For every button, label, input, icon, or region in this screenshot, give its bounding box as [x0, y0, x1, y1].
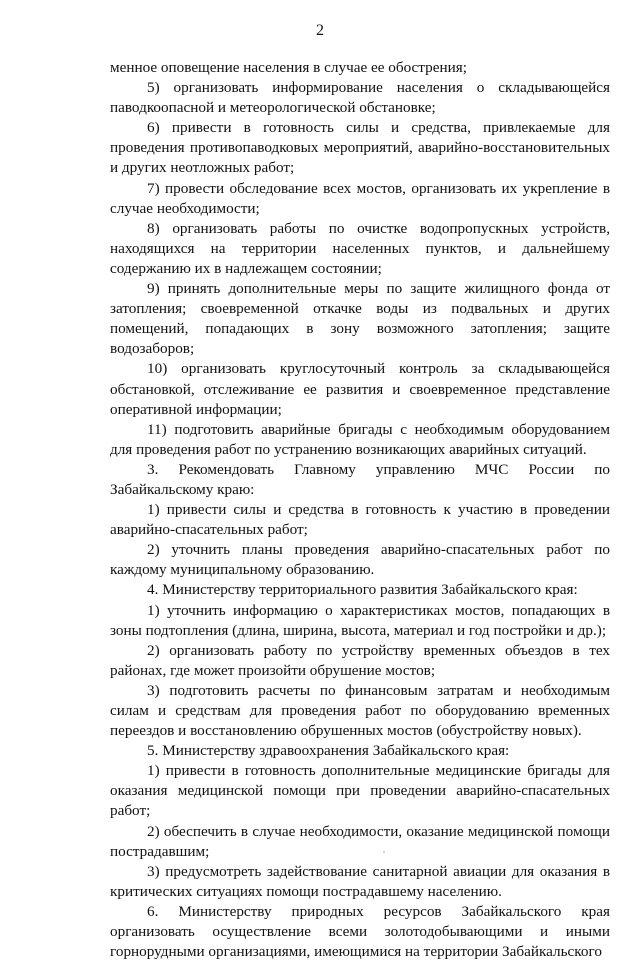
paragraph: 11) подготовить аварийные бригады с необходимым оборудованием для проведения работ по устранению возникающих аварийных ситуаций. [110, 420, 610, 458]
paragraph: 3) подготовить расчеты по финансовым затратам и необходимым силам и средствам для проведения работ по оборудованию временных переездов и восстановлению обрушенных мостов (обустройству новых). [110, 681, 610, 740]
paragraph: 1) уточнить информацию о характеристиках мостов, попадающих в зоны подтопления (длина, ширина, высота, материал и год постройки и др.); [110, 601, 610, 639]
scan-speck [383, 851, 385, 853]
paragraph: 1) привести силы и средства в готовность к участию в проведении аварийно-спасательных работ; [110, 501, 610, 539]
paragraph: 1) привести в готовность дополнительные медицинские бригады для оказания медицинской помощи при проведении аварийно-спасательных работ; [110, 762, 610, 820]
paragraph: 9) принять дополнительные меры по защите жилищного фонда от затопления; своевременной откачке воды из подвальных и других помещений, попадающих в зону возможного затопления; защите водозаборов; [110, 280, 610, 358]
paragraph: 3. Рекомендовать Главному управлению МЧС России по Забайкальскому краю: [110, 460, 610, 498]
paragraph: 4. Министерству территориального развития Забайкальского края: [147, 581, 578, 599]
page-number: 2 [316, 22, 324, 39]
paragraph: 5) организовать информирование населения о складывающейся паводкоопасной и метеорологической обстановке; [110, 79, 610, 117]
paragraph: 8) организовать работы по очистке водопропускных устройств, находящихся на территории населенных пунктов, и дальнейшему содержанию их в надлежащем состоянии; [110, 219, 610, 277]
paragraph: 2) обеспечить в случае необходимости, оказание медицинской помощи пострадавшим; [110, 822, 610, 860]
paragraph: 5. Министерству здравоохранения Забайкальского края: [147, 742, 510, 760]
paragraph: 7) провести обследование всех мостов, организовать их укрепление в случае необходимости; [110, 179, 610, 217]
paragraph: 6. Министерству природных ресурсов Забайкальского края организовать осуществление всеми золотодобывающими и иными горнорудными организациями, имеющимися на территории Забайкальского [110, 902, 610, 961]
paragraph: 10) организовать круглосуточный контроль за складывающейся обстановкой, отслеживание ее развития и своевременное представление оперативной информации; [110, 360, 610, 418]
paragraph: менное оповещение населения в случае ее обострения; [110, 59, 467, 76]
document-body [110, 58, 610, 962]
paragraph: 6) привести в готовность силы и средства, привлекаемые для проведения противопаводковых мероприятий, аварийно-восстановительных и других неотложных работ; [110, 119, 610, 177]
paragraph: 3) предусмотреть задействование санитарной авиации для оказания в критических ситуациях помощи пострадавшему населению. [110, 862, 610, 900]
paragraph: 2) уточнить планы проведения аварийно-спасательных работ по каждому муниципальному образованию. [110, 541, 610, 579]
paragraph: 2) организовать работу по устройству временных объездов в тех районах, где может произойти обрушение мостов; [110, 641, 610, 679]
